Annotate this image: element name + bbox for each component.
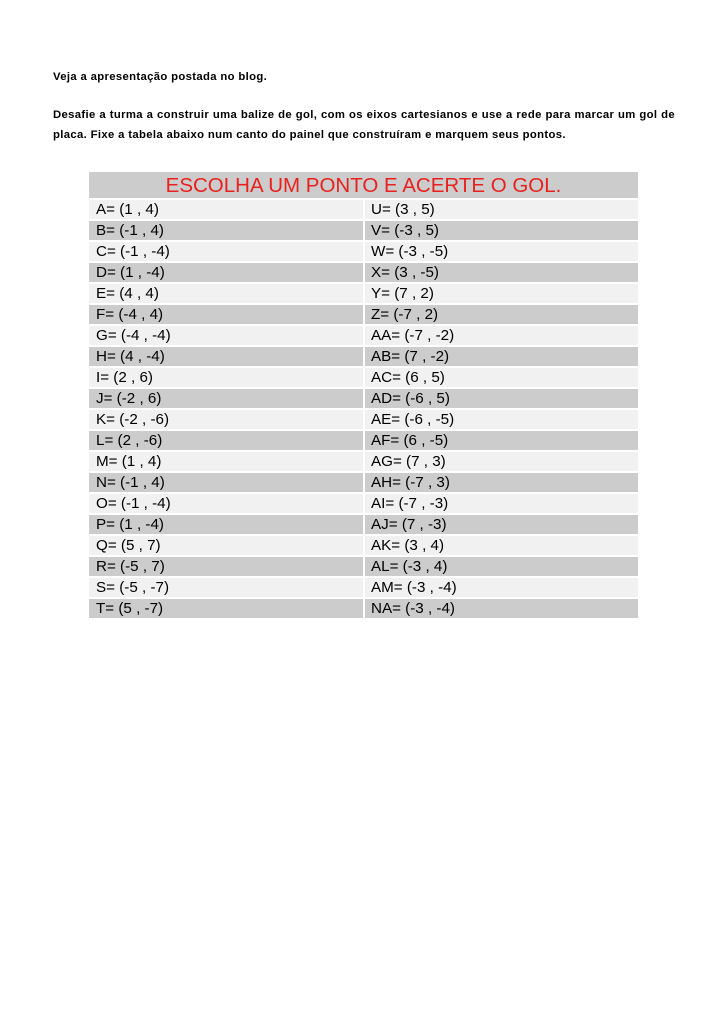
point-cell-right: AJ= (7 , -3)	[363, 515, 638, 536]
table-row	[89, 536, 638, 557]
point-cell-left: F= (-4 , 4)	[89, 305, 363, 326]
point-cell-right: AF= (6 , -5)	[363, 431, 638, 452]
point-cell-left: O= (-1 , -4)	[89, 494, 363, 515]
point-cell-left: E= (4 , 4)	[89, 284, 363, 305]
point-cell-left: B= (-1 , 4)	[89, 221, 363, 242]
point-cell-right: X= (3 , -5)	[363, 263, 638, 284]
point-cell-left: I= (2 , 6)	[89, 368, 363, 389]
points-table	[89, 172, 638, 620]
point-cell-right: AG= (7 , 3)	[363, 452, 638, 473]
table-row	[89, 368, 638, 389]
table-row	[89, 473, 638, 494]
points-table-body	[89, 200, 638, 620]
point-cell-left: J= (-2 , 6)	[89, 389, 363, 410]
point-cell-right: NA= (-3 , -4)	[363, 599, 638, 620]
table-row	[89, 263, 638, 284]
table-row	[89, 200, 638, 221]
table-row	[89, 494, 638, 515]
point-cell-right: AK= (3 , 4)	[363, 536, 638, 557]
table-row	[89, 347, 638, 368]
point-cell-right: AM= (-3 , -4)	[363, 578, 638, 599]
intro-paragraph: Desafie a turma a construir uma balize de gol, com os eixos cartesianos e use a rede para marcar um gol de placa. Fixe a tabela abaixo num canto do painel que construíram e marquem seus pontos.	[53, 108, 675, 141]
table-row	[89, 515, 638, 536]
table-header-row	[89, 172, 638, 200]
point-cell-left: S= (-5 , -7)	[89, 578, 363, 599]
table-row	[89, 221, 638, 242]
point-cell-left: P= (1 , -4)	[89, 515, 363, 536]
point-cell-left: L= (2 , -6)	[89, 431, 363, 452]
point-cell-right: AB= (7 , -2)	[363, 347, 638, 368]
point-cell-left: C= (-1 , -4)	[89, 242, 363, 263]
point-cell-right: AE= (-6 , -5)	[363, 410, 638, 431]
table-row	[89, 284, 638, 305]
table-row	[89, 431, 638, 452]
table-row	[89, 389, 638, 410]
table-row	[89, 452, 638, 473]
table-row	[89, 557, 638, 578]
point-cell-left: A= (1 , 4)	[89, 200, 363, 221]
point-cell-right: AI= (-7 , -3)	[363, 494, 638, 515]
point-cell-right: AC= (6 , 5)	[363, 368, 638, 389]
point-cell-right: Z= (-7 , 2)	[363, 305, 638, 326]
point-cell-right: AA= (-7 , -2)	[363, 326, 638, 347]
point-cell-left: N= (-1 , 4)	[89, 473, 363, 494]
intro-text	[53, 68, 675, 145]
table-row	[89, 578, 638, 599]
table-row	[89, 599, 638, 620]
point-cell-left: Q= (5 , 7)	[89, 536, 363, 557]
point-cell-right: U= (3 , 5)	[363, 200, 638, 221]
point-cell-right: V= (-3 , 5)	[363, 221, 638, 242]
point-cell-right: AD= (-6 , 5)	[363, 389, 638, 410]
table-title: ESCOLHA UM PONTO E ACERTE O GOL.	[89, 172, 638, 200]
point-cell-right: AH= (-7 , 3)	[363, 473, 638, 494]
table-row	[89, 410, 638, 431]
point-cell-right: AL= (-3 , 4)	[363, 557, 638, 578]
point-cell-left: D= (1 , -4)	[89, 263, 363, 284]
point-cell-right: W= (-3 , -5)	[363, 242, 638, 263]
point-cell-left: G= (-4 , -4)	[89, 326, 363, 347]
table-row	[89, 305, 638, 326]
point-cell-right: Y= (7 , 2)	[363, 284, 638, 305]
table-row	[89, 242, 638, 263]
intro-line: Veja a apresentação postada no blog.	[53, 71, 268, 83]
table-row	[89, 326, 638, 347]
point-cell-left: T= (5 , -7)	[89, 599, 363, 620]
point-cell-left: K= (-2 , -6)	[89, 410, 363, 431]
point-cell-left: R= (-5 , 7)	[89, 557, 363, 578]
point-cell-left: H= (4 , -4)	[89, 347, 363, 368]
point-cell-left: M= (1 , 4)	[89, 452, 363, 473]
